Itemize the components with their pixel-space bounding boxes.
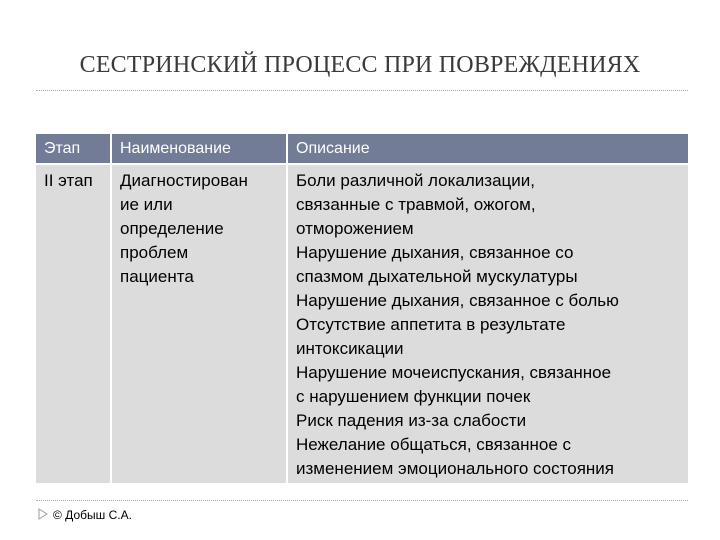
slide-title: СЕСТРИНСКИЙ ПРОЦЕСС ПРИ ПОВРЕЖДЕНИЯХ — [79, 52, 641, 78]
description-line: Боли различной локализации, — [296, 171, 535, 190]
title-divider — [36, 90, 688, 91]
name-line: ие или — [120, 195, 173, 214]
description-line: Нежелание общаться, связанное с — [296, 435, 571, 454]
description-line: связанные с травмой, ожогом, — [296, 195, 536, 214]
triangle-bullet-icon — [38, 508, 48, 520]
name-line: определение — [120, 219, 224, 238]
description-line: Отсутствие аппетита в результате — [296, 315, 566, 334]
footer-author: © Добыш С.А. — [53, 508, 132, 522]
description-line: Нарушение дыхания, связанное со — [296, 243, 574, 262]
description-line: Нарушение мочеиспускания, связанное — [296, 363, 612, 382]
table-row — [36, 163, 688, 483]
header-stage: Этап — [36, 134, 112, 163]
description-line: с нарушением функции почек — [296, 387, 531, 406]
name-line: Диагностирован — [120, 171, 248, 190]
name-line: пациента — [120, 267, 194, 286]
footer-divider — [36, 500, 688, 501]
description-line: изменением эмоционального состояния — [296, 459, 614, 478]
description-line: спазмом дыхательной мускулатуры — [296, 267, 578, 286]
header-description: Описание — [288, 134, 688, 163]
description-line: Нарушение дыхания, связанное с болью — [296, 291, 619, 310]
header-name: Наименование — [112, 134, 288, 163]
table-header-row — [36, 134, 688, 163]
nursing-process-table — [36, 134, 688, 483]
name-cell — [112, 163, 288, 483]
description-line: Риск падения из-за слабости — [296, 411, 527, 430]
description-line: интоксикации — [296, 339, 404, 358]
description-cell — [288, 163, 688, 483]
name-line: проблем — [120, 243, 189, 262]
stage-cell: II этап — [36, 163, 112, 483]
description-line: отморожением — [296, 219, 414, 238]
